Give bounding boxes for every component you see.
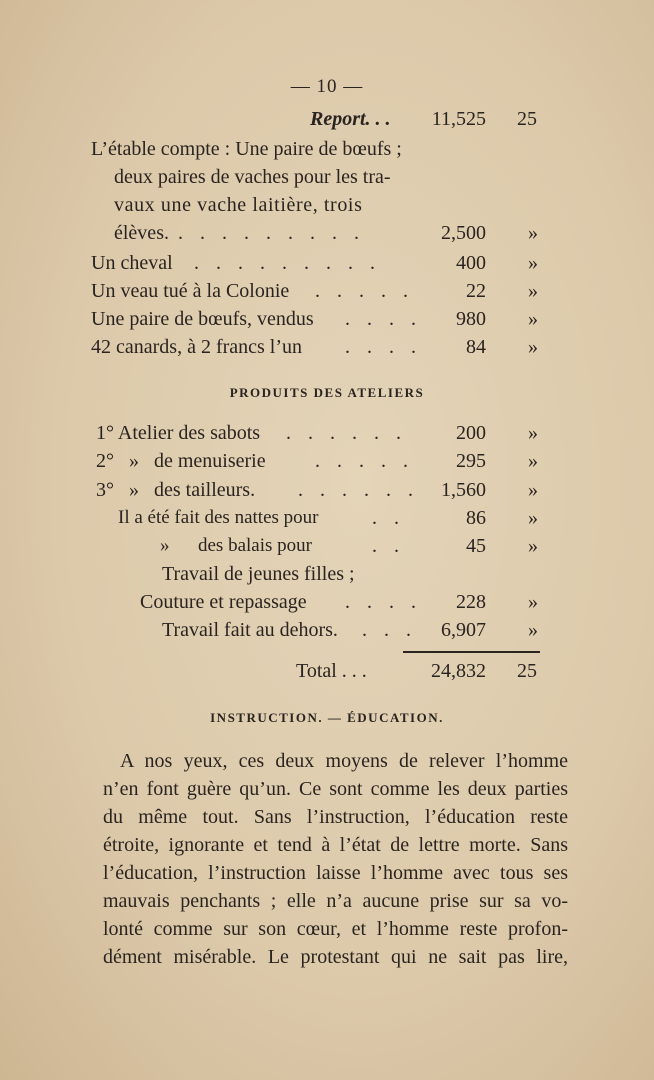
- item-label: Un veau tué à la Colonie: [91, 280, 290, 302]
- paragraph-line: mauvais penchants ; elle n’a aucune prise sur sa vo-: [103, 890, 568, 912]
- leader-dots: . . . . . .: [298, 479, 419, 501]
- leader-dots: . . . . . . . . .: [194, 252, 381, 274]
- item-label: 42 canards, à 2 francs l’un: [91, 336, 303, 358]
- report-cents: 25: [517, 108, 537, 130]
- ledger-row: [0, 535, 654, 563]
- item-amount: 980: [456, 308, 486, 330]
- page-number: — 10 —: [290, 76, 364, 97]
- paragraph-line: dément misérable. Le protestant qui ne sait pas lire,: [103, 946, 568, 968]
- etable-line: deux paires de vaches pour les tra-: [114, 166, 391, 188]
- leader-dots: . . . . .: [315, 280, 414, 302]
- leader-dots: . .: [372, 535, 405, 557]
- item-label: 2° » de menuiserie: [96, 450, 266, 472]
- leader-dots: . . . . .: [315, 450, 414, 472]
- item-amount: 6,907: [441, 619, 486, 641]
- item-amount: 2,500: [441, 222, 486, 244]
- item-amount: 45: [466, 535, 486, 557]
- paragraph-line: l’éducation, l’instruction laisse l’homme avec tous ses: [103, 862, 568, 884]
- item-amount: 84: [466, 336, 486, 358]
- item-cents: »: [528, 336, 538, 358]
- ledger-row: [0, 450, 654, 478]
- item-label: Il a été fait des nattes pour: [118, 507, 319, 528]
- ledger-row: [0, 222, 654, 250]
- item-label: Travail de jeunes filles ;: [162, 563, 355, 585]
- item-amount: 228: [456, 591, 486, 613]
- ledger-row: [0, 252, 654, 280]
- ledger-row: [0, 280, 654, 308]
- item-cents: »: [528, 280, 538, 302]
- etable-line: vaux une vache laitière, trois: [114, 194, 363, 216]
- leader-dots: . .: [372, 507, 405, 529]
- total-cents: 25: [517, 660, 537, 682]
- ledger-row: [0, 422, 654, 450]
- report-amount: 11,525: [431, 108, 486, 130]
- ledger-row: [0, 619, 654, 647]
- ledger-row: [0, 563, 654, 591]
- item-label: 1° Atelier des sabots: [96, 422, 261, 444]
- item-cents: »: [528, 591, 538, 613]
- item-label: Couture et repassage: [140, 591, 307, 613]
- item-amount: 86: [466, 507, 486, 529]
- leader-dots: . . . .: [345, 591, 422, 613]
- etable-line: L’étable compte : Une paire de bœufs ;: [91, 138, 402, 160]
- leader-dots: . . . .: [345, 308, 422, 330]
- leader-dots: . . .: [362, 619, 417, 641]
- item-amount: 295: [456, 450, 486, 472]
- section-title-instruction: INSTRUCTION. — ÉDUCATION.: [210, 710, 444, 725]
- item-cents: »: [528, 422, 538, 444]
- ledger-row: [0, 591, 654, 619]
- item-cents: »: [528, 308, 538, 330]
- item-cents: »: [528, 252, 538, 274]
- report-row: [0, 108, 654, 136]
- item-amount: 1,560: [441, 479, 486, 501]
- item-amount: 200: [456, 422, 486, 444]
- paragraph-line: du même tout. Sans l’instruction, l’éducation reste: [103, 806, 568, 828]
- item-label: 3° » des tailleurs.: [96, 479, 256, 501]
- total-row: [0, 660, 654, 688]
- item-amount: 400: [456, 252, 486, 274]
- item-label: » des balais pour: [160, 535, 312, 556]
- ledger-row: [0, 308, 654, 336]
- item-cents: »: [528, 535, 538, 557]
- leader-dots: . . . . . .: [286, 422, 407, 444]
- item-cents: »: [528, 507, 538, 529]
- leader-dots: . . . . . . . . .: [178, 222, 365, 244]
- report-label: Report. . .: [310, 108, 391, 130]
- item-cents: »: [528, 619, 538, 641]
- item-label: élèves.: [114, 222, 169, 244]
- paragraph-line: n’en font guère qu’un. Ce sont comme les deux parties: [103, 778, 568, 800]
- section-title-ateliers: PRODUITS DES ATELIERS: [229, 385, 425, 400]
- ledger-row: [0, 336, 654, 364]
- item-label: Un cheval: [91, 252, 173, 274]
- total-label: Total . . .: [296, 660, 367, 682]
- paragraph-line: A nos yeux, ces deux moyens de relever l’homme: [120, 750, 568, 772]
- item-label: Travail fait au dehors.: [162, 619, 338, 641]
- ledger-row: [0, 479, 654, 507]
- item-cents: »: [528, 450, 538, 472]
- item-amount: 22: [466, 280, 486, 302]
- total-amount: 24,832: [431, 660, 486, 682]
- item-cents: »: [528, 222, 538, 244]
- item-cents: »: [528, 479, 538, 501]
- paragraph-line: étroite, ignorante et tend à l’état de lettre morte. Sans: [103, 834, 568, 856]
- paragraph-line: lonté comme sur son cœur, et l’homme reste profon-: [103, 918, 568, 940]
- total-rule: [403, 651, 540, 653]
- ledger-row: [0, 507, 654, 535]
- item-label: Une paire de bœufs, vendus: [91, 308, 314, 330]
- leader-dots: . . . .: [345, 336, 422, 358]
